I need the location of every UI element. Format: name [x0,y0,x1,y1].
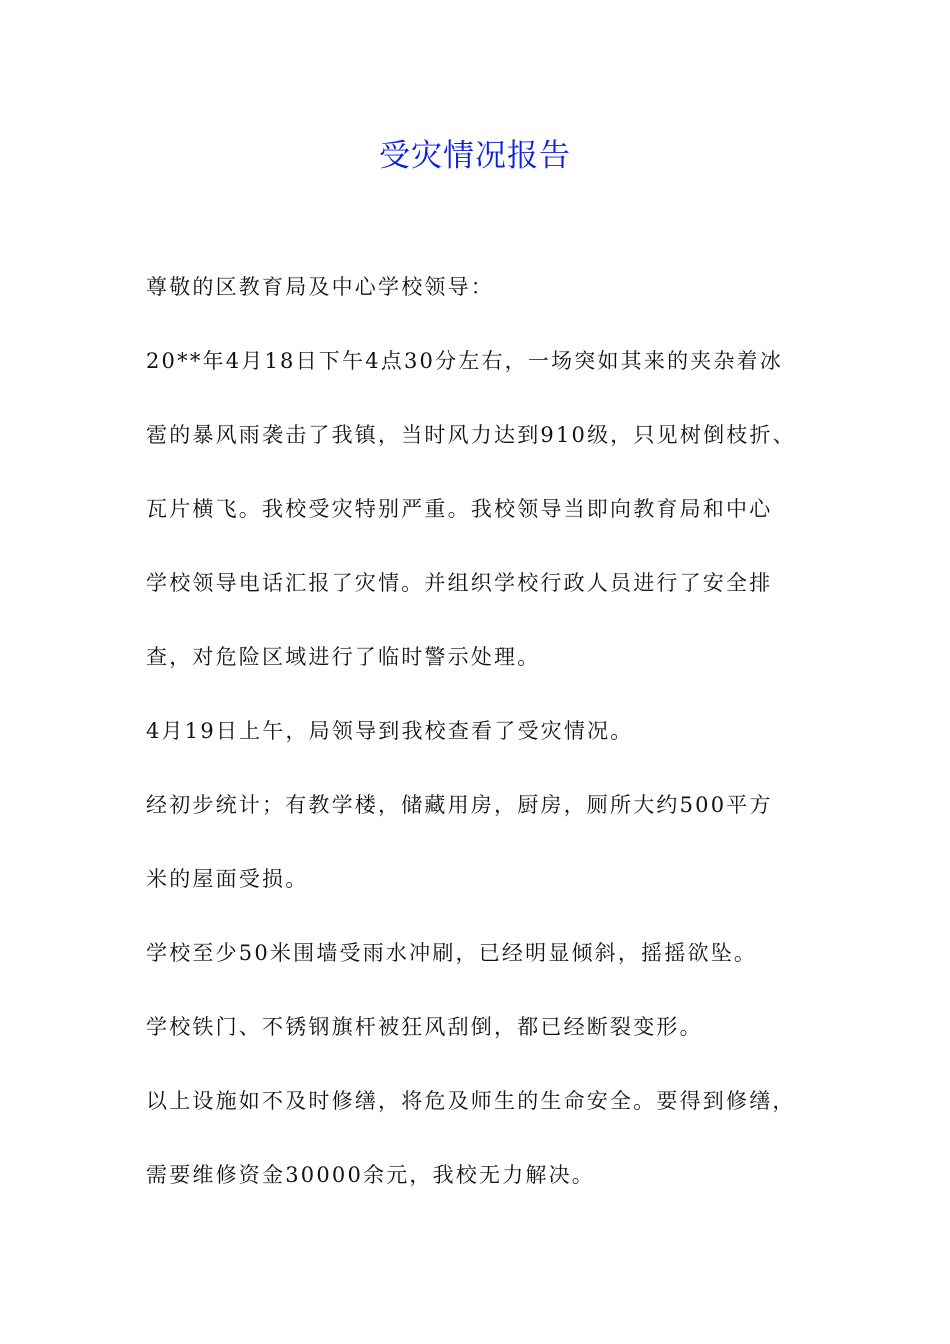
body-line: 以上设施如不及时修缮，将危及师生的生命安全。要得到修缮， [146,1089,796,1113]
body-line: 米的屋面受损。 [146,867,309,891]
body-line: 瓦片横飞。我校受灾特别严重。我校领导当即向教育局和中心 [146,497,773,521]
body-line: 学校至少50米围墙受雨水冲刷，已经明显倾斜，摇摇欲坠。 [146,941,758,965]
salutation-line: 尊敬的区教育局及中心学校领导： [146,275,494,299]
document-title: 受灾情况报告 [379,138,571,174]
body-line: 查，对危险区域进行了临时警示处理。 [146,645,541,669]
body-line: 经初步统计；有教学楼，储藏用房，厨房，厕所大约500平方 [146,793,773,817]
body-line: 学校领导电话汇报了灾情。并组织学校行政人员进行了安全排 [146,571,773,595]
body-line: 雹的暴风雨袭击了我镇，当时风力达到910级，只见树倒枝折、 [146,423,796,447]
body-line: 20**年4月18日下午4点30分左右，一场突如其来的夹杂着冰 [146,349,784,373]
body-line: 4月19日上午，局领导到我校查看了受灾情况。 [146,719,634,743]
body-line: 需要维修资金30000余元，我校无力解决。 [146,1163,596,1187]
body-line: 学校铁门、不锈钢旗杆被狂风刮倒，都已经断裂变形。 [146,1015,703,1039]
